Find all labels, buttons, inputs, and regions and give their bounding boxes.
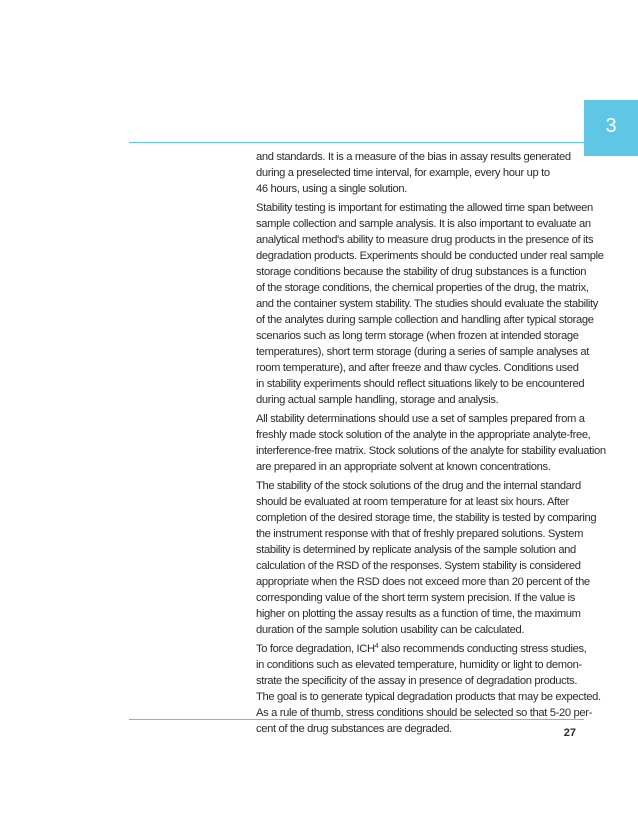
text-line: during actual sample handling, storage and analysis. (256, 394, 499, 406)
paragraph-3 (256, 411, 606, 475)
text-line: All stability determinations should use a set of samples prepared from a (256, 413, 585, 425)
text-line: cent of the drug substances are degraded. (256, 723, 452, 735)
text-line: of the analytes during sample collection and handling after typical storage (256, 314, 594, 326)
footnote-reference: 4 (374, 643, 379, 650)
body-text (256, 149, 606, 740)
text-line: completion of the desired storage time, the stability is tested by comparing (256, 512, 597, 524)
text-line: The goal is to generate typical degradation products that may be expected. (256, 691, 601, 703)
text-line: appropriate when the RSD does not exceed more than 20 percent of the (256, 576, 590, 588)
text-line: storage conditions because the stability of drug substances is a function (256, 266, 587, 278)
text-line: in conditions such as elevated temperature, humidity or light to demon- (256, 659, 582, 671)
text-line: and the container system stability. The studies should evaluate the stability (256, 298, 599, 310)
text-line: strate the specificity of the assay in presence of degradation products. (256, 675, 578, 687)
text-line: are prepared in an appropriate solvent at known concentrations. (256, 461, 551, 473)
text-line: The stability of the stock solutions of the drug and the internal standard (256, 480, 581, 492)
paragraph-2 (256, 200, 604, 408)
text-line: sample collection and sample analysis. It is also important to evaluate an (256, 218, 591, 230)
text-line: and standards. It is a measure of the bias in assay results generated (256, 151, 571, 163)
chapter-tab (584, 100, 638, 156)
text-line: temperatures), short term storage (during a series of sample analyses at (256, 346, 589, 358)
text-line: 46 hours, using a single solution. (256, 183, 408, 195)
text-line: Stability testing is important for estimating the allowed time span between (256, 202, 593, 214)
text-line: duration of the sample solution usability can be calculated. (256, 624, 525, 636)
text-line: interference-free matrix. Stock solutions of the analyte for stability evaluation (256, 445, 606, 457)
text-line: during a preselected time interval, for example, every hour up to (256, 167, 550, 179)
text-line: should be evaluated at room temperature for at least six hours. After (256, 496, 569, 508)
text-fragment: To force degradation, ICH (256, 643, 375, 655)
page-number: 27 (563, 727, 576, 739)
text-line (256, 641, 587, 657)
chapter-number: 3 (605, 115, 617, 137)
text-line: corresponding value of the short term system precision. If the value is (256, 592, 576, 604)
text-line: stability is determined by replicate analysis of the sample solution and (256, 544, 576, 556)
text-line: of the storage conditions, the chemical properties of the drug, the matrix, (256, 282, 589, 294)
paragraph-1 (256, 149, 578, 197)
text-line: calculation of the RSD of the responses. System stability is considered (256, 560, 581, 572)
text-line: in stability experiments should reflect situations likely to be encountered (256, 378, 585, 390)
footer-rule (129, 719, 584, 720)
text-line: degradation products. Experiments should be conducted under real sample (256, 250, 604, 262)
text-fragment: also recommends conducting stress studies, (378, 643, 587, 655)
text-line: scenarios such as long term storage (when frozen at intended storage (256, 330, 579, 342)
text-line: the instrument response with that of freshly prepared solutions. System (256, 528, 584, 540)
text-line: room temperature), and after freeze and thaw cycles. Conditions used (256, 362, 579, 374)
text-line: analytical method's ability to measure drug products in the presence of its (256, 234, 594, 246)
paragraph-5 (256, 641, 601, 737)
text-line: freshly made stock solution of the analyte in the appropriate analyte-free, (256, 429, 591, 441)
paragraph-4 (256, 478, 597, 638)
header-rule (129, 142, 584, 143)
text-line: As a rule of thumb, stress conditions should be selected so that 5-20 per- (256, 707, 593, 719)
text-line: higher on plotting the assay results as a function of time, the maximum (256, 608, 581, 620)
